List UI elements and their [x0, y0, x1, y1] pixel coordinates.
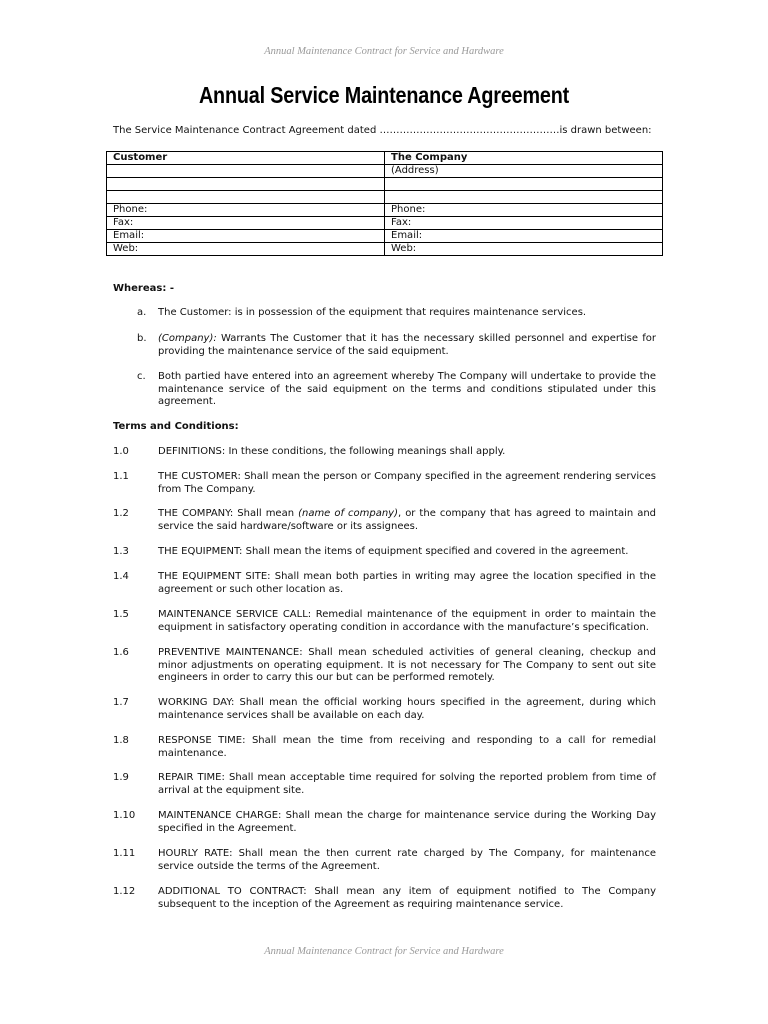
terms-heading: Terms and Conditions: [113, 421, 239, 432]
table-cell [107, 191, 385, 204]
term-text: PREVENTIVE MAINTENANCE: Shall mean scheduled activities of general cleaning, checkup and minor adjustments on operating equipment. It is not necessary for The Company to sent out site engineers in order to carry this our but can be performed remotely. [158, 647, 656, 683]
table-row [107, 191, 663, 204]
term-number: 1.12 [113, 886, 136, 897]
intro-line: The Service Maintenance Contract Agreement dated ………………………………………………is drawn between: [113, 125, 652, 136]
table-row [107, 178, 663, 191]
table-cell: Fax: [385, 217, 663, 230]
list-text [158, 333, 656, 358]
table-cell: (Address) [385, 165, 663, 178]
list-text: The Customer: is in possession of the equipment that requires maintenance services. [158, 307, 587, 318]
term-item [113, 546, 656, 559]
term-text: MAINTENANCE SERVICE CALL: Remedial maintenance of the equipment in order to maintain the equipment in satisfactory operating condition in accordance with the manufacture’s specification. [158, 609, 656, 633]
table-header-row [107, 152, 663, 165]
table-row [107, 243, 663, 256]
whereas-item-a [113, 307, 656, 320]
term-text-post: , or the company that has agreed to maintain and service the said hardware/software or its assignees. [158, 508, 657, 532]
term-text: RESPONSE TIME: Shall mean the time from receiving and responding to a call for remedial maintenance. [158, 735, 656, 759]
term-number: 1.7 [113, 697, 129, 708]
term-number: 1.2 [113, 508, 129, 519]
whereas-item-b [113, 333, 656, 358]
table-row [107, 204, 663, 217]
whereas-heading: Whereas: - [113, 283, 174, 294]
list-text-body: Warrants The Customer that it has the necessary skilled personnel and expertise for providing the maintenance service of the said equipment. [158, 333, 656, 357]
term-text: THE CUSTOMER: Shall mean the person or Company specified in the agreement rendering services from The Company. [158, 471, 656, 495]
term-item [113, 508, 656, 533]
term-number: 1.3 [113, 546, 129, 557]
table-cell: Web: [385, 243, 663, 256]
term-number: 1.6 [113, 647, 129, 658]
term-number: 1.10 [113, 810, 136, 821]
term-number: 1.9 [113, 772, 129, 783]
term-text: REPAIR TIME: Shall mean acceptable time required for solving the reported problem from time of arrival at the equipment site. [158, 772, 656, 796]
term-text: HOURLY RATE: Shall mean the then current rate charged by The Company, for maintenance service outside the terms of the Agreement. [158, 848, 656, 872]
term-text-pre: THE COMPANY: Shall mean [158, 508, 299, 519]
table-cell: Email: [107, 230, 385, 243]
term-number: 1.4 [113, 571, 129, 582]
term-text: MAINTENANCE CHARGE: Shall mean the charge for maintenance service during the Working Day specified in the Agreement. [158, 810, 656, 834]
table-cell: Email: [385, 230, 663, 243]
term-item [113, 647, 656, 685]
table-cell [107, 178, 385, 191]
table-cell: Phone: [385, 204, 663, 217]
term-text [158, 508, 656, 533]
term-item [113, 571, 656, 596]
customer-header: Customer [107, 152, 385, 165]
table-cell: Fax: [107, 217, 385, 230]
term-text: ADDITIONAL TO CONTRACT: Shall mean any item of equipment notified to The Company subsequent to the inception of the Agreement as requiring maintenance service. [158, 886, 656, 910]
term-item [113, 446, 656, 459]
term-text: WORKING DAY: Shall mean the official working hours specified in the agreement, during which maintenance services shall be available on each day. [158, 697, 656, 721]
term-text-italic: (name of company) [298, 508, 398, 519]
page-footer: Annual Maintenance Contract for Service and Hardware [264, 946, 504, 957]
list-letter: a. [137, 307, 147, 318]
italic-lead: (Company): [158, 333, 217, 344]
table-cell [107, 165, 385, 178]
document-title: Annual Service Maintenance Agreement [198, 82, 570, 108]
table-row [107, 165, 663, 178]
list-letter: b. [137, 333, 147, 344]
term-number: 1.0 [113, 446, 129, 457]
term-number: 1.1 [113, 471, 129, 482]
table-cell: Web: [107, 243, 385, 256]
table-cell: Phone: [107, 204, 385, 217]
term-item [113, 697, 656, 722]
term-item [113, 772, 656, 797]
term-item [113, 471, 656, 496]
page-header: Annual Maintenance Contract for Service and Hardware [264, 46, 504, 57]
list-text: Both partied have entered into an agreement whereby The Company will undertake to provide the maintenance service of the said equipment on the terms and conditions stipulated under this agreement. [158, 371, 656, 407]
term-text: THE EQUIPMENT SITE: Shall mean both parties in writing may agree the location specified in the agreement or such other location as. [158, 571, 656, 595]
table-cell [385, 178, 663, 191]
term-number: 1.8 [113, 735, 129, 746]
table-row [107, 217, 663, 230]
term-text: DEFINITIONS: In these conditions, the following meanings shall apply. [158, 446, 506, 457]
term-item [113, 886, 656, 911]
table-cell [385, 191, 663, 204]
term-item [113, 735, 656, 760]
whereas-item-c [113, 371, 656, 409]
company-header: The Company [385, 152, 663, 165]
list-letter: c. [137, 371, 146, 382]
term-number: 1.5 [113, 609, 129, 620]
term-text: THE EQUIPMENT: Shall mean the items of equipment specified and covered in the agreement. [158, 546, 629, 557]
term-item [113, 848, 656, 873]
table-row [107, 230, 663, 243]
term-item [113, 810, 656, 835]
term-number: 1.11 [113, 848, 136, 859]
term-item [113, 609, 656, 634]
parties-table [106, 151, 663, 256]
